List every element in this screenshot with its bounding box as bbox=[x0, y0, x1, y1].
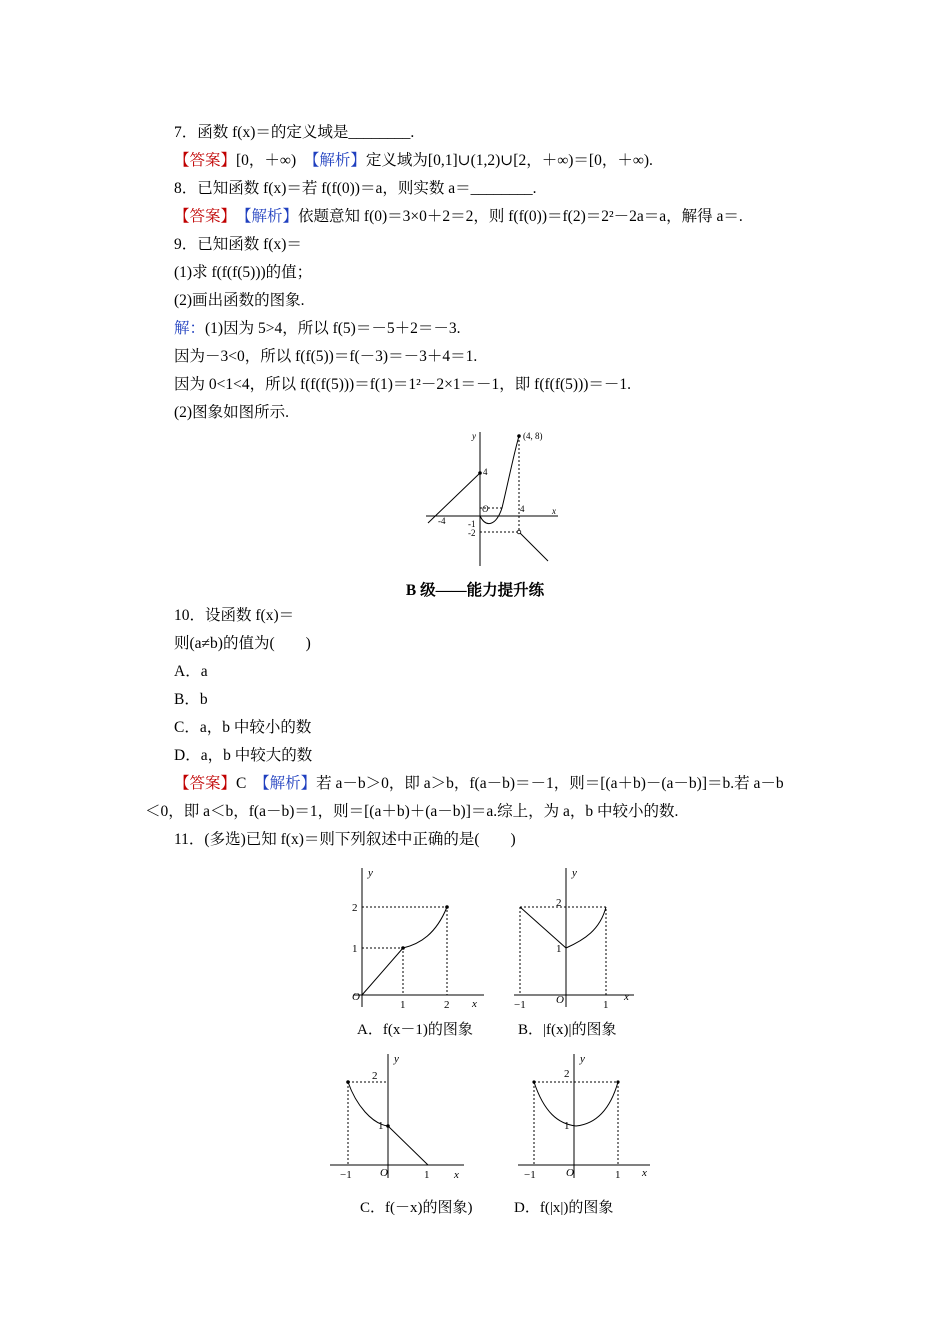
tick-y4: 4 bbox=[483, 467, 488, 477]
q10-option-b: B．b bbox=[174, 691, 208, 708]
analysis-text: 若 a－b＞0，即 a＞b，f(a－b)＝－1，则＝[(a＋b)－(a－b)]＝b.若 a－b bbox=[316, 775, 784, 792]
y-label: y bbox=[580, 1053, 585, 1065]
tick-y1: 1 bbox=[564, 1120, 570, 1132]
graph-c bbox=[326, 1050, 468, 1190]
q7-answer-line bbox=[174, 151, 653, 171]
tick-y1: 1 bbox=[378, 1120, 384, 1132]
x-label: x bbox=[472, 998, 477, 1010]
analysis-tag: 【解析】 bbox=[311, 152, 366, 169]
answer-value bbox=[228, 208, 244, 225]
tick-neg2: -2 bbox=[468, 528, 476, 538]
x-label: x bbox=[624, 991, 629, 1003]
graph-b bbox=[510, 862, 642, 1012]
analysis-tag: 【解析】 bbox=[243, 208, 299, 225]
tick-xneg1: −1 bbox=[340, 1169, 352, 1181]
tick-y1: 1 bbox=[352, 943, 358, 955]
y-label: y bbox=[472, 431, 476, 441]
tick-x1: 1 bbox=[400, 999, 406, 1011]
q9-solution-3: 因为 0<1<4，所以 f(f(f(5)))＝f(1)＝1²－2×1＝－1，即 f(f(f(5)))＝－1. bbox=[174, 376, 632, 393]
q9-part1: (1)求 f(f(f(5)))的值； bbox=[174, 264, 313, 281]
section-title: B 级——能力提升练 bbox=[405, 582, 545, 599]
graph-d bbox=[514, 1050, 656, 1190]
x-label: x bbox=[642, 1167, 647, 1179]
tick-x2: 2 bbox=[444, 999, 450, 1011]
q9-function-graph bbox=[422, 428, 562, 570]
q8-stem: 8．已知函数 f(x)＝若 f(f(0))＝a，则实数 a＝________. bbox=[174, 180, 537, 197]
point-label: (4, 8) bbox=[523, 431, 543, 441]
solution-text: (1)因为 5>4，所以 f(5)＝－5＋2＝－3. bbox=[205, 320, 461, 337]
caption-a: A．f(x－1)的图象 bbox=[357, 1022, 473, 1038]
q9-solution-4: (2)图象如图所示. bbox=[174, 404, 289, 421]
graph-right-segment bbox=[519, 532, 548, 561]
tick-x4: 4 bbox=[520, 504, 525, 514]
caption-b: B．|f(x)|的图象 bbox=[518, 1022, 617, 1038]
q9-solution-2: 因为－3<0，所以 f(f(5))＝f(－3)＝－3＋4＝1. bbox=[174, 348, 478, 365]
q10-option-a: A．a bbox=[174, 663, 208, 680]
tick-y2: 2 bbox=[564, 1068, 570, 1080]
origin-label: O bbox=[566, 1167, 574, 1179]
origin-label: O bbox=[556, 994, 564, 1006]
origin-label: O bbox=[352, 991, 360, 1003]
answer-tag: 【答案】 bbox=[174, 152, 237, 169]
filled-point bbox=[517, 434, 521, 438]
q11-stem: 11．(多选)已知 f(x)＝则下列叙述中正确的是( ) bbox=[174, 831, 516, 848]
x-label: x bbox=[552, 506, 556, 516]
q8-answer-line bbox=[174, 207, 743, 227]
open-point bbox=[517, 530, 521, 534]
q10-option-d: D．a，b 中较大的数 bbox=[174, 747, 313, 764]
q10-answer-line bbox=[174, 774, 784, 794]
tick-neg1: -1 bbox=[468, 519, 476, 529]
origin-label: O bbox=[380, 1167, 388, 1179]
graph-a bbox=[340, 862, 488, 1012]
q10-analysis-continued: ＜0，即 a＜b，f(a－b)＝1，则＝[(a＋b)＋(a－b)]＝a.综上，为 a，b 中较小的数. bbox=[145, 803, 679, 820]
filled-point bbox=[478, 471, 482, 475]
solution-tag: 解： bbox=[174, 320, 206, 337]
answer-tag: 【答案】 bbox=[174, 775, 237, 792]
tick-neg4: -4 bbox=[438, 516, 446, 526]
tick-x1: 1 bbox=[603, 999, 609, 1011]
analysis-tag: 【解析】 bbox=[261, 775, 317, 792]
q7-stem: 7．函数 f(x)＝的定义域是________. bbox=[174, 124, 415, 141]
y-label: y bbox=[368, 867, 373, 879]
tick-x1: 1 bbox=[424, 1169, 430, 1181]
q9-part2: (2)画出函数的图象. bbox=[174, 292, 305, 309]
q10-stem-2: 则(a≠b)的值为( ) bbox=[174, 635, 311, 652]
x-label: x bbox=[454, 1169, 459, 1181]
answer-value: [0，＋∞) bbox=[236, 152, 312, 169]
y-label: y bbox=[572, 867, 577, 879]
answer-tag: 【答案】 bbox=[174, 208, 229, 225]
tick-y2: 2 bbox=[372, 1070, 378, 1082]
tick-xneg1: −1 bbox=[514, 999, 526, 1011]
tick-y2: 2 bbox=[352, 902, 358, 914]
answer-value: C bbox=[236, 775, 262, 792]
q9-stem: 9．已知函数 f(x)＝ bbox=[174, 236, 302, 253]
tick-x1: 1 bbox=[615, 1169, 621, 1181]
caption-c: C．f(－x)的图象) bbox=[360, 1200, 473, 1216]
q9-solution-1 bbox=[174, 319, 460, 339]
q10-option-c: C．a，b 中较小的数 bbox=[174, 719, 312, 736]
caption-d: D．f(|x|)的图象 bbox=[514, 1200, 614, 1216]
q10-stem: 10．设函数 f(x)＝ bbox=[174, 607, 295, 624]
analysis-text: 定义域为[0,1]∪(1,2)∪[2，＋∞)＝[0，＋∞). bbox=[365, 152, 653, 169]
tick-xneg1: −1 bbox=[524, 1169, 536, 1181]
dashed-guides bbox=[480, 436, 519, 532]
tick-y2: 2 bbox=[556, 897, 562, 909]
tick-y1: 1 bbox=[556, 943, 562, 955]
origin-label: O bbox=[482, 504, 489, 514]
y-label: y bbox=[394, 1053, 399, 1065]
analysis-text: 依题意知 f(0)＝3×0＋2＝2，则 f(f(0))＝f(2)＝2²－2a＝a，解得 a＝. bbox=[298, 208, 743, 225]
